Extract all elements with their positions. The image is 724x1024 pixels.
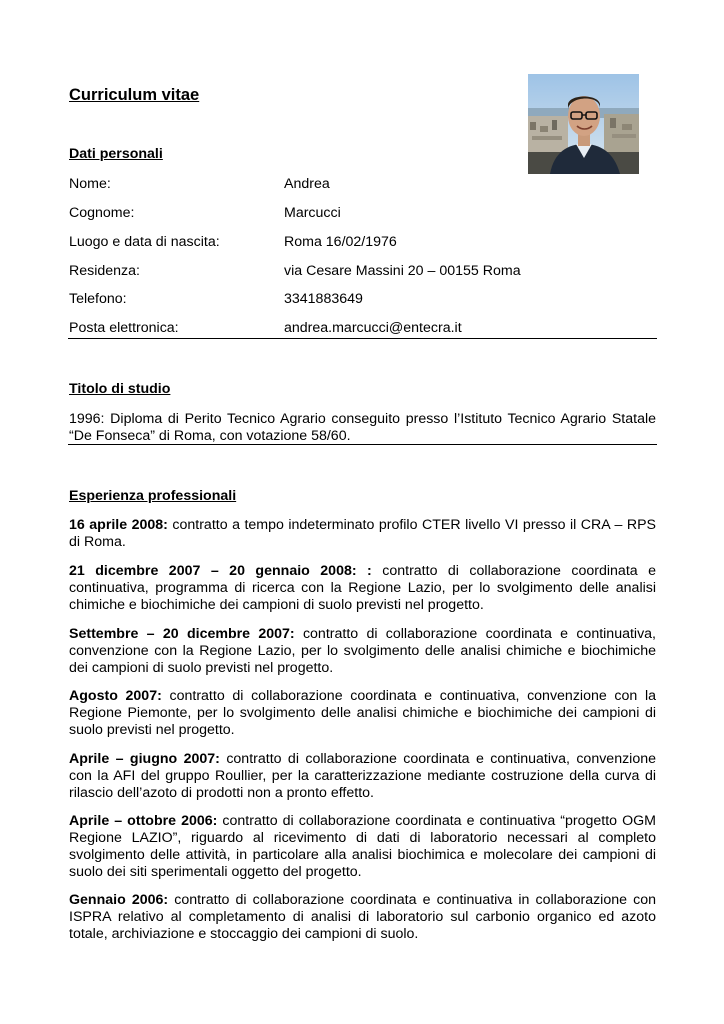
experience-entry: [69, 517, 656, 551]
experience-entry: [69, 626, 656, 677]
experience-date: Aprile – ottobre 2006:: [69, 813, 218, 829]
personal-data-heading: Dati personali: [69, 146, 163, 162]
profile-photo-image: [528, 74, 639, 174]
personal-label: Posta elettronica:: [69, 320, 179, 336]
personal-label: Telefono:: [69, 291, 127, 307]
personal-row-email: [69, 320, 657, 340]
experience-description: contratto di collaborazione coordinata e continuativa, convenzione con la Regione Lazio, per lo svolgimento delle analisi chimiche e biochimiche dei campioni di suolo previsti nel progetto.: [69, 626, 656, 676]
experience-entry: [69, 892, 656, 943]
personal-row-surname: [69, 205, 657, 225]
personal-value: andrea.marcucci@entecra.it: [284, 320, 462, 336]
experience-description: contratto di collaborazione coordinata e continuativa, programma di ricerca con la Regione Lazio, per lo svolgimento delle analisi chimiche e biochimiche dei campioni di suolo previsti nel progetto.: [69, 563, 657, 613]
profile-photo: [528, 74, 639, 174]
experience-description: contratto di collaborazione coordinata e continuativa in collaborazione con ISPRA relativo al completamento di analisi di laboratorio sul carbonio organico ed azoto totale, archiviazione e stoccaggio dei campioni di suolo.: [69, 892, 656, 942]
experience-description: contratto di collaborazione coordinata e continuativa “progetto OGM Regione LAZIO”, riguardo al ricevimento di dati di laboratorio necessari al completo svolgimento delle attività, in particolare alla analisi biochimica e molecolare dei campioni di suolo dei siti sperimentali oggetto del progetto.: [69, 813, 656, 880]
personal-row-birth: [69, 234, 657, 254]
personal-value: Andrea: [284, 176, 330, 192]
personal-row-residence: [69, 263, 657, 283]
education-heading: Titolo di studio: [69, 381, 171, 397]
experience-entry: [69, 813, 656, 881]
experience-entry: [69, 751, 656, 802]
personal-row-name: [69, 176, 657, 196]
experience-entry: [69, 563, 656, 614]
section-divider: [68, 444, 657, 445]
experience-date: 21 dicembre 2007 – 20 gennaio 2008: :: [69, 563, 372, 579]
experience-date: Aprile – giugno 2007:: [69, 751, 220, 767]
experience-description: contratto a tempo indeterminato profilo CTER livello VI presso il CRA – RPS di Roma.: [69, 517, 656, 550]
personal-label: Residenza:: [69, 263, 140, 279]
experience-entry: [69, 688, 656, 739]
personal-value: via Cesare Massini 20 – 00155 Roma: [284, 263, 521, 279]
experience-date: Gennaio 2006:: [69, 892, 169, 908]
personal-value: Roma 16/02/1976: [284, 234, 397, 250]
personal-value: Marcucci: [284, 205, 341, 221]
personal-row-phone: [69, 291, 657, 311]
experience-description: contratto di collaborazione coordinata e continuativa, convenzione con la Regione Piemonte, per lo svolgimento delle analisi chimiche e biochimiche dei campioni di suolo previsti nel progetto.: [69, 688, 656, 738]
personal-label: Luogo e data di nascita:: [69, 234, 220, 250]
personal-label: Cognome:: [69, 205, 135, 221]
personal-value: 3341883649: [284, 291, 363, 307]
document-title: Curriculum vitae: [69, 86, 200, 104]
experience-description: contratto di collaborazione coordinata e continuativa, convenzione con la AFI del gruppo Roullier, per la caratterizzazione mediante costruzione della curva di rilascio dell’azoto di prodotti non a pronto effetto.: [69, 751, 656, 801]
personal-label: Nome:: [69, 176, 111, 192]
experience-heading: Esperienza professionali: [69, 488, 237, 504]
education-text: 1996: Diploma di Perito Tecnico Agrario conseguito presso l’Istituto Tecnico Agrario Statale “De Fonseca” di Roma, con votazione 58/60.: [69, 411, 656, 444]
section-divider: [68, 338, 657, 339]
experience-date: Agosto 2007:: [69, 688, 162, 704]
experience-date: Settembre – 20 dicembre 2007:: [69, 626, 295, 642]
experience-date: 16 aprile 2008:: [69, 517, 168, 533]
